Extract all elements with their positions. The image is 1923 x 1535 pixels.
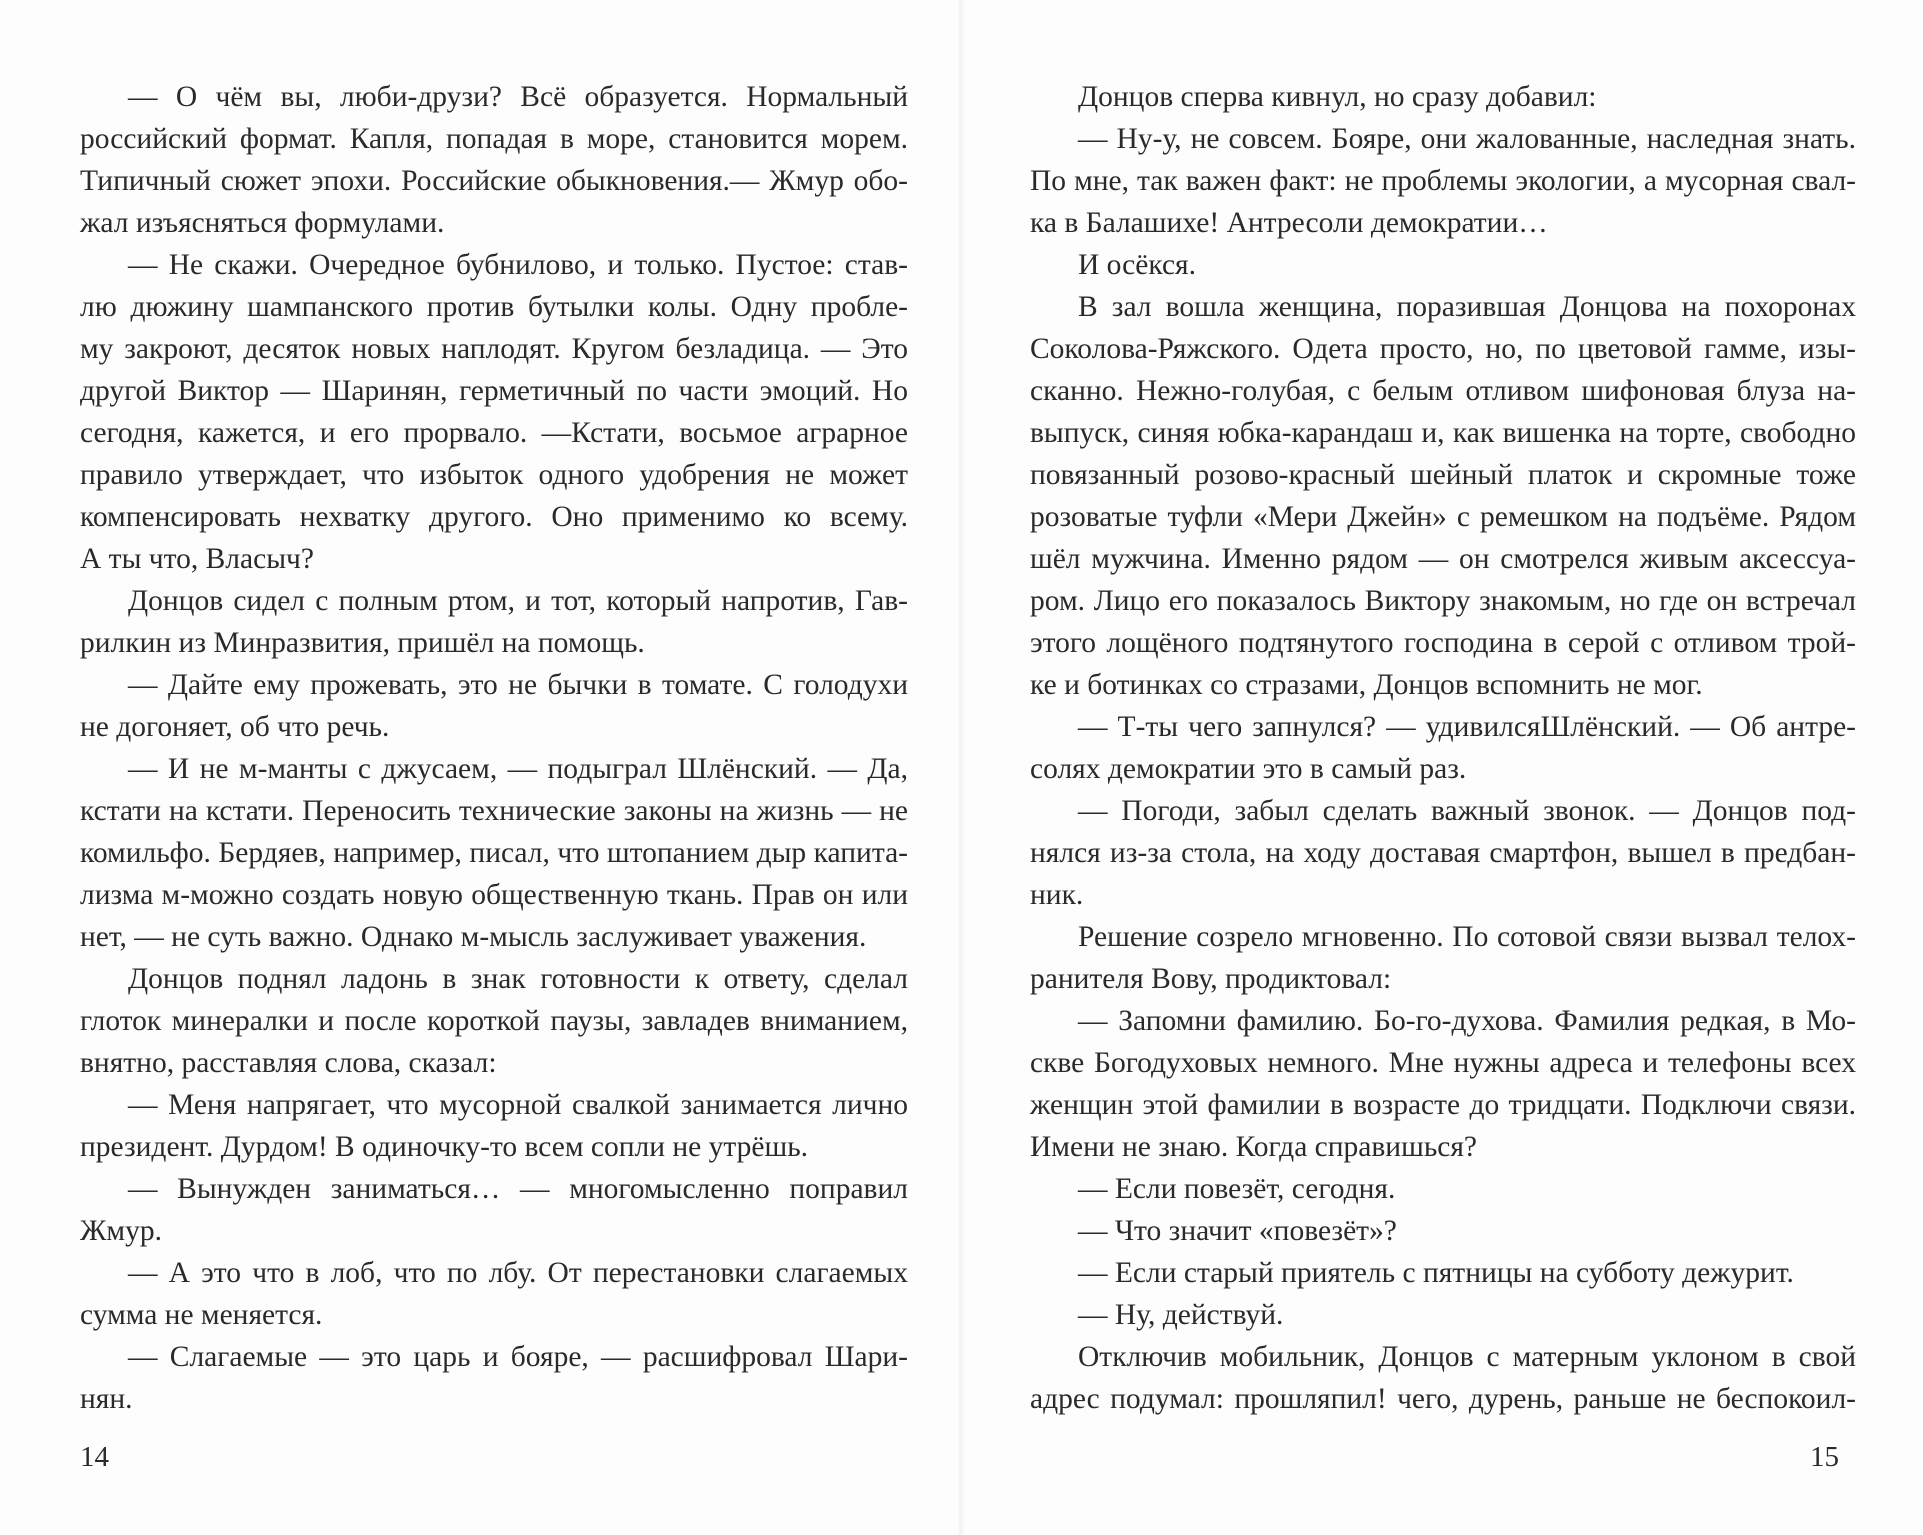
text-line: розоватые туфли «Мери Джейн» с ремешком на подъёме. Рядом [1030,501,1856,533]
text-line: внятно, расставляя слова, сказал: [80,1047,497,1079]
text-line: — Что значит «повезёт»? [1078,1215,1397,1247]
text-line: лю дюжину шампанского против бутылки колы. Одну пробле- [80,291,908,323]
text-line: Имени не знаю. Когда справишься? [1030,1131,1478,1163]
text-line: ке и ботинках со стразами, Донцов вспомнить не мог. [1030,669,1703,701]
text-line: — Запомни фамилию. Бо-го-духова. Фамилия редкая, в Мо- [1078,1005,1856,1037]
text-line: му закроют, десяток новых наплодят. Кругом безладица. — Это [80,333,908,365]
left-page-number: 14 [80,1441,109,1473]
text-line: По мне, так важен факт: не проблемы экологии, а мусорная свал- [1030,165,1856,197]
text-line: — Ну-у, не совсем. Бояре, они жалованные, наследная знать. [1078,123,1856,155]
text-line: нет, — не суть важно. Однако м-мысль заслуживает уважения. [80,921,867,953]
text-line: ка в Балашихе! Антресоли демократии… [1030,207,1548,239]
text-line: — И не м-манты с джусаем, — подыграл Шлёнский. — Да, [128,753,908,785]
text-line: сканно. Нежно-голубая, с белым отливом шифоновая блуза на- [1030,375,1856,407]
text-line: нян. [80,1383,133,1415]
text-line: лизма м-можно создать новую общественную ткань. Прав он или [80,879,908,911]
text-line: сегодня, кажется, и его прорвало. —Кстати, восьмое аграрное [80,417,908,449]
left-page-text [80,76,908,1420]
text-line: нялся из-за стола, на ходу доставая смартфон, вышел в предбан- [1030,837,1856,869]
text-line: — Вынужден заниматься… — многомысленно поправил [128,1173,908,1205]
text-line: ник. [1030,879,1084,911]
text-line: компенсировать нехватку другого. Оно применимо ко всему. [80,501,908,533]
text-line: глоток минералки и после короткой паузы, завладев вниманием, [80,1005,908,1037]
text-line: — Слагаемые — это царь и бояре, — расшифровал Шари- [128,1341,908,1373]
text-line: президент. Дурдом! В одиночку-то всем сопли не утрёшь. [80,1131,809,1163]
text-line: Соколова-Ряжского. Одета просто, но, по цветовой гамме, изы- [1030,333,1856,365]
text-line: Отключив мобильник, Донцов с матерным уклоном в свой [1078,1341,1856,1373]
text-line: В зал вошла женщина, поразившая Донцова на похоронах [1078,291,1856,323]
text-line: шёл мужчина. Именно рядом — он смотрелся живым аксессуа- [1030,543,1856,575]
text-line: — Меня напрягает, что мусорной свалкой занимается лично [128,1089,908,1121]
text-line: женщин этой фамилии в возрасте до тридцати. Подключи связи. [1030,1089,1856,1121]
text-line: рилкин из Минразвития, пришёл на помощь. [80,627,645,659]
text-line: — Дайте ему прожевать, это не бычки в томате. С голодухи [128,669,908,701]
text-line: адрес подумал: прошляпил! чего, дурень, раньше не беспокоил- [1030,1383,1856,1415]
text-line: жал изъясняться формулами. [80,207,445,239]
text-line: Донцов сперва кивнул, но сразу добавил: [1078,81,1597,113]
text-line: ром. Лицо его показалось Виктору знакомым, но где он встречал [1030,585,1856,617]
text-line: — Если старый приятель с пятницы на субботу дежурит. [1078,1257,1794,1289]
text-line: ранителя Вову, продиктовал: [1030,963,1392,995]
text-line: — Не скажи. Очередное бубнилово, и только. Пустое: став- [128,249,908,281]
text-line: И осёкся. [1078,249,1196,281]
text-line: — Ну, действуй. [1078,1299,1284,1331]
text-line: кстати на кстати. Переносить технические законы на жизнь — не [80,795,908,827]
text-line: Донцов поднял ладонь в знак готовности к ответу, сделал [128,963,908,995]
text-line: правило утверждает, что избыток одного удобрения не может [80,459,908,491]
text-line: солях демократии это в самый раз. [1030,753,1467,785]
right-page-number: 15 [1810,1441,1839,1473]
text-line: скве Богодуховых немного. Мне нужны адреса и телефоны всех [1030,1047,1856,1079]
text-line: не догоняет, об что речь. [80,711,390,743]
right-page-text [1030,76,1856,1420]
text-line: — О чём вы, люби-друзи? Всё образуется. Нормальный [128,81,908,113]
text-line: А ты что, Власыч? [80,543,314,575]
right-page [960,0,1923,1535]
text-line: Жмур. [80,1215,162,1247]
text-line: выпуск, синяя юбка-карандаш и, как вишенка на торте, свободно [1030,417,1856,449]
text-line: повязанный розово-красный шейный платок и скромные тоже [1030,459,1856,491]
text-line: — А это что в лоб, что по лбу. От перестановки слагаемых [128,1257,908,1289]
text-line: сумма не меняется. [80,1299,323,1331]
text-line: другой Виктор — Шаринян, герметичный по части эмоций. Но [80,375,908,407]
text-line: — Погоди, забыл сделать важный звонок. — Донцов под- [1078,795,1856,827]
left-page [0,0,960,1535]
text-line: российский формат. Капля, попадая в море, становится морем. [80,123,908,155]
text-line: этого лощёного подтянутого господина в серой с отливом трой- [1030,627,1856,659]
text-line: Типичный сюжет эпохи. Российские обыкновения.— Жмур обо- [80,165,908,197]
text-line: Решение созрело мгновенно. По сотовой связи вызвал телох- [1078,921,1856,953]
text-line: — Если повезёт, сегодня. [1078,1173,1396,1205]
text-line: Донцов сидел с полным ртом, и тот, который напротив, Гав- [128,585,908,617]
text-line: комильфо. Бердяев, например, писал, что штопанием дыр капита- [80,837,908,869]
text-line: — Т-ты чего запнулся? — удивилсяШлёнский. — Об антре- [1078,711,1856,743]
